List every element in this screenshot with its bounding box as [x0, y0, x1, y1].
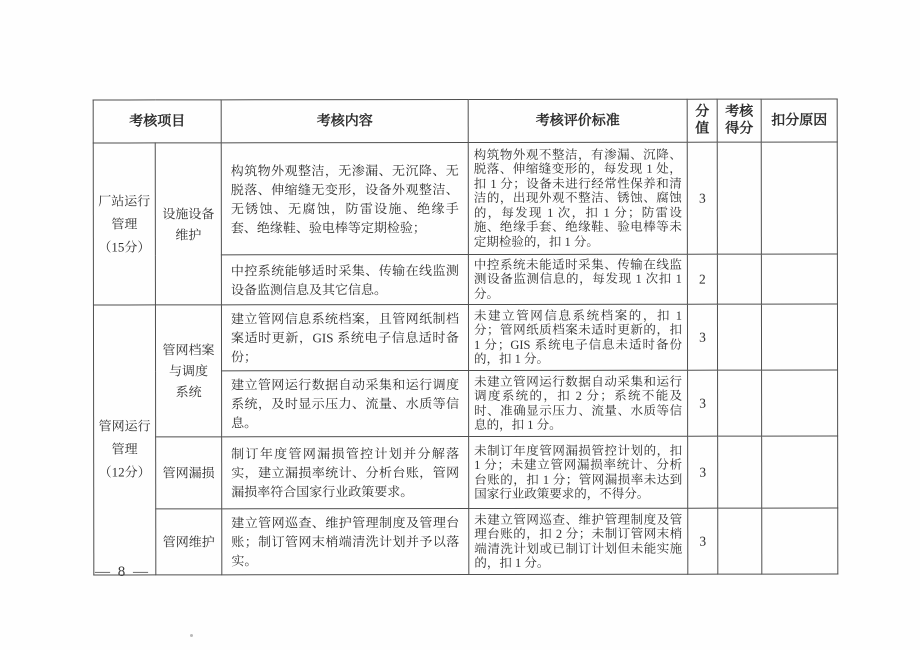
score-cell: 3: [688, 508, 718, 574]
table-row: [93, 304, 837, 371]
gained-cell: [717, 142, 761, 254]
category-pipeline-operation: 管网运行 管理 （12分）: [93, 305, 155, 575]
standard-cell: 中控系统未能适时采集、传输在线监测设备监测信息的，每发现 1 次扣 1 分。: [468, 254, 687, 305]
table-row: [93, 142, 837, 255]
content-cell: 制订年度管网漏损管控计划并分解落实，建立漏损率统计、分析台账，管网漏损率符合国家行业政策要求。: [222, 437, 469, 509]
page-number: — 8 —: [95, 564, 150, 580]
gained-cell: [718, 370, 762, 436]
gained-cell: [717, 304, 761, 370]
table-row: [94, 436, 838, 509]
reason-cell: [762, 508, 838, 574]
table-row: [94, 508, 838, 575]
reason-cell: [761, 304, 837, 370]
score-cell: 3: [687, 142, 717, 254]
header-gained: 考核 得分: [717, 99, 761, 142]
content-cell: 建立管网运行数据自动采集和运行调度系统，及时显示压力、流量、水质等信息。: [222, 371, 469, 437]
score-cell: 2: [687, 254, 717, 304]
reason-cell: [762, 370, 838, 436]
standard-cell: 未制订年度管网漏损管控计划的，扣 1 分；未建立管网漏损率统计、分析台账的，扣 1 分；管网漏损率未达到国家行业政策要求的，不得分。: [469, 436, 688, 508]
reason-cell: [762, 436, 838, 508]
gained-cell: [718, 508, 762, 574]
header-score: 分 值: [687, 99, 717, 142]
header-reason: 扣分原因: [761, 99, 837, 142]
subcategory-pipeline-maintenance: 管网维护: [156, 509, 222, 575]
reason-cell: [761, 254, 837, 304]
content-cell: 中控系统能够适时采集、传输在线监测设备监测信息及其它信息。: [221, 254, 468, 305]
standard-cell: 未建立管网信息系统档案的，扣 1 分；管网纸质档案未适时更新的，扣 1 分；GIS 系统电子信息未适时备份的，扣 1 分。: [468, 304, 687, 370]
reason-cell: [761, 142, 837, 254]
score-cell: 3: [687, 304, 717, 370]
content-cell: 构筑物外观整洁，无渗漏、无沉降、无脱落、伸缩缝无变形，设备外观整洁、无锈蚀、无腐蚀，防雷设施、绝缘手套、绝缘鞋、验电棒等定期检验；: [221, 142, 468, 254]
gained-cell: [717, 254, 761, 304]
subcategory-pipeline-leakage: 管网漏损: [156, 437, 222, 509]
header-project: 考核项目: [93, 100, 221, 143]
score-cell: 3: [688, 436, 718, 508]
score-cell: 3: [688, 370, 718, 436]
category-plant-operation: 厂站运行 管理 （15分）: [93, 143, 155, 305]
content-cell: 建立管网巡查、维护管理制度及管理台账；制订管网末梢端清洗计划并予以落实。: [222, 509, 469, 575]
header-standard: 考核评价标准: [468, 99, 687, 142]
scan-artifact-dot: [190, 634, 193, 637]
content-cell: 建立管网信息系统档案，且管网纸制档案适时更新，GIS 系统电子信息适时备份；: [221, 305, 468, 371]
table-header-row: [93, 99, 837, 143]
standard-cell: 未建立管网运行数据自动采集和运行调度系统的，扣 2 分；系统不能及时、准确显示压力、流量、水质等信息的，扣 1 分。: [469, 370, 688, 436]
assessment-table: [93, 98, 839, 575]
subcategory-facility-maintenance: 设施设备 维护: [155, 143, 221, 305]
standard-cell: 构筑物外观不整洁，有渗漏、沉降、脱落、伸缩缝变形的，每发现 1 处，扣 1 分；设备未进行经常性保养和清洁的，出现外观不整洁、锈蚀、腐蚀的，每发现 1 次，扣 1 分；防雷设施、绝缘手套、绝缘鞋、验电棒等未定期检验的，扣 1 分。: [468, 142, 687, 254]
standard-cell: 未建立管网巡查、维护管理制度及管理台账的，扣 2 分；未制订管网末梢端清洗计划或已制订计划但未能实施的，扣 1 分。: [469, 508, 688, 574]
gained-cell: [718, 436, 762, 508]
header-content: 考核内容: [221, 99, 468, 142]
subcategory-pipeline-archive: 管网档案 与调度 系统: [155, 305, 221, 437]
